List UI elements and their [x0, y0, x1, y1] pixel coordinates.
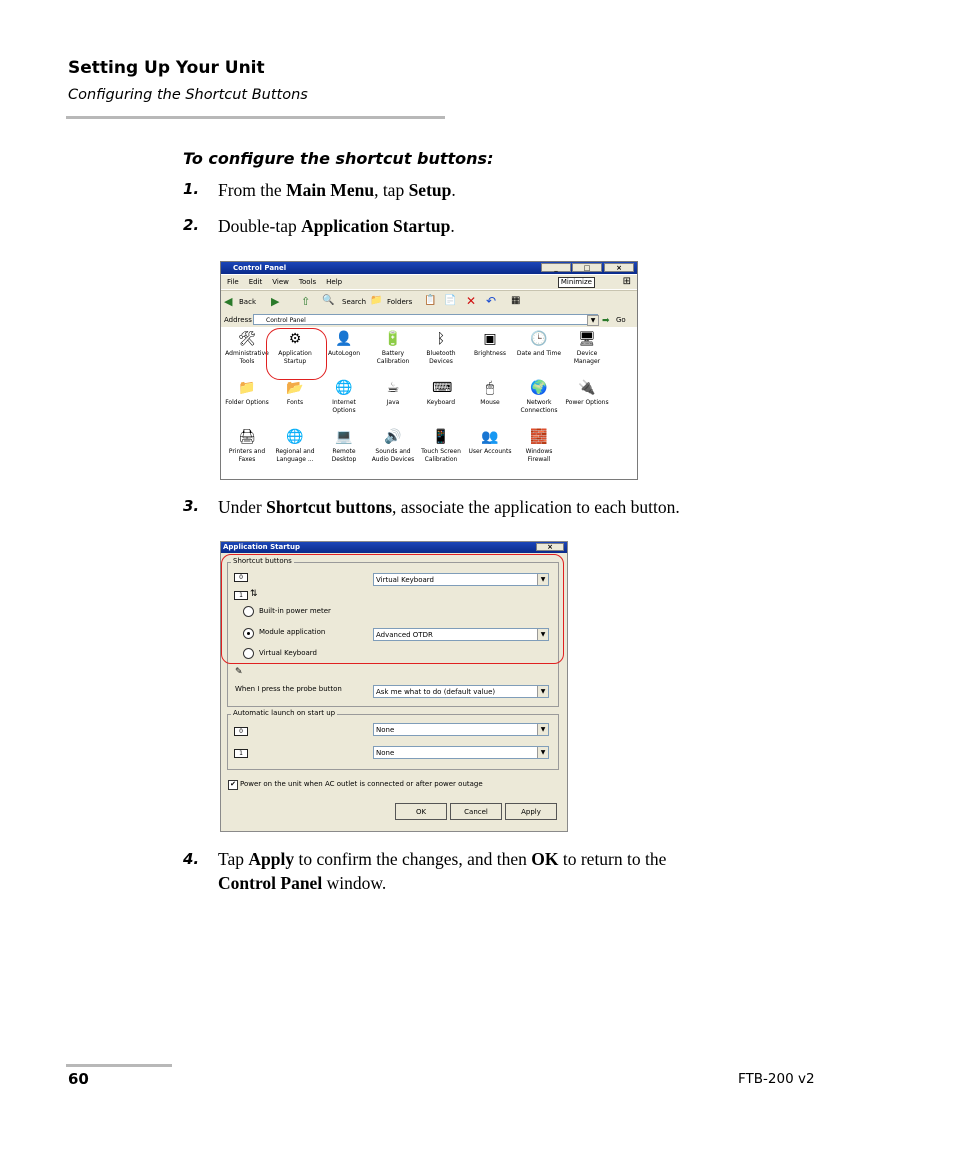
- probe-icon: ✎: [235, 667, 243, 677]
- dialog-close-button[interactable]: ×: [536, 543, 564, 551]
- cp-item[interactable]: [223, 330, 271, 366]
- address-bar: [221, 313, 637, 327]
- power-on-label: Power on the unit when AC outlet is connected or after power outage: [240, 780, 483, 788]
- cp-item[interactable]: [417, 428, 465, 464]
- cp-item-label: Internet Options: [332, 399, 356, 414]
- chevron-down-icon[interactable]: ▼: [537, 724, 548, 735]
- auto-button-2-icon: 1: [234, 749, 248, 758]
- maximize-button[interactable]: □: [572, 263, 602, 272]
- window-title: Control Panel: [233, 264, 287, 272]
- dialog-titlebar: [221, 542, 567, 553]
- cp-item-label: Windows Firewall: [525, 448, 553, 463]
- folder-icon: 📁: [238, 380, 256, 396]
- cp-item-label: Remote Desktop: [331, 448, 357, 463]
- mouse-icon: 🖱: [485, 380, 495, 396]
- ok-button[interactable]: OK: [395, 803, 447, 820]
- chevron-down-icon[interactable]: ▼: [537, 747, 548, 758]
- power-on-checkbox[interactable]: ✔: [228, 780, 238, 790]
- cp-item[interactable]: [417, 379, 465, 407]
- button-2-symbol: ⇅: [250, 589, 258, 599]
- step-3-text: Under Shortcut buttons, associate the application to each button.: [218, 497, 680, 517]
- control-panel-titlebar: [221, 262, 637, 274]
- toolbar: [221, 290, 637, 314]
- windows-flag-icon: ⊞: [622, 276, 631, 287]
- cp-item[interactable]: [515, 330, 563, 358]
- cp-item-label: Printers and Faxes: [228, 448, 266, 463]
- cp-item-label: Application Startup: [278, 350, 312, 365]
- header-rule: [66, 116, 445, 119]
- address-dropdown-icon[interactable]: ▼: [587, 315, 599, 326]
- button-1-icon: 0: [234, 573, 248, 582]
- cp-item-label: Sounds and Audio Devices: [371, 448, 415, 463]
- menu-tools[interactable]: Tools: [298, 278, 317, 286]
- shortcut-buttons-label: Shortcut buttons: [233, 557, 292, 565]
- step-2-text: Double-tap Application Startup.: [218, 216, 455, 236]
- probe-button-select[interactable]: Ask me what to do (default value) ▼: [373, 685, 549, 698]
- clock-icon: 🕒: [530, 331, 548, 347]
- cp-item[interactable]: [271, 428, 319, 464]
- fonts-icon: 📂: [286, 380, 304, 396]
- search-button[interactable]: Search: [342, 298, 367, 306]
- cp-item-label: Battery Calibration: [376, 350, 410, 365]
- cp-item-label: Device Manager: [573, 350, 601, 365]
- minimize-tab-button[interactable]: Minimize: [558, 277, 595, 288]
- go-arrow-icon[interactable]: ➡: [602, 316, 610, 326]
- cp-item-label: Mouse: [480, 399, 500, 406]
- printer-icon: 🖨: [238, 429, 256, 445]
- cp-item-label: Java: [386, 399, 400, 406]
- firewall-icon: 🧱: [530, 429, 548, 445]
- cp-item[interactable]: [223, 428, 271, 464]
- touch-screen-icon: 📱: [432, 429, 450, 445]
- step-number: 1.: [183, 180, 200, 198]
- cp-item-label: Administrative Tools: [225, 350, 269, 365]
- copy-to-icon[interactable]: 📄: [444, 295, 457, 306]
- globe-icon: 🌐: [286, 429, 304, 445]
- search-icon[interactable]: 🔍: [322, 295, 335, 306]
- cp-item[interactable]: [466, 330, 514, 358]
- cp-item-label: Power Options: [565, 399, 609, 406]
- cp-item-label: Touch Screen Calibration: [421, 448, 461, 463]
- folders-button[interactable]: Folders: [387, 298, 413, 306]
- cp-item[interactable]: [515, 428, 563, 464]
- address-label: Address: [224, 316, 252, 324]
- cp-item[interactable]: [369, 330, 417, 366]
- java-icon: ☕: [386, 380, 400, 396]
- up-folder-icon[interactable]: ⇧: [301, 295, 311, 308]
- menu-edit[interactable]: Edit: [248, 278, 263, 286]
- highlight-circle: [266, 328, 327, 380]
- views-icon[interactable]: ▦: [511, 295, 521, 306]
- chevron-down-icon[interactable]: ▼: [537, 574, 548, 585]
- menu-file[interactable]: File: [227, 278, 239, 286]
- cp-item[interactable]: [563, 330, 611, 366]
- step-1-text: From the Main Menu, tap Setup.: [218, 180, 456, 200]
- cp-item-label: Regional and Language ...: [275, 448, 315, 463]
- cp-item[interactable]: [369, 428, 417, 464]
- procedure-title: To configure the shortcut buttons:: [183, 149, 494, 168]
- bluetooth-icon: ᛒ: [436, 331, 446, 347]
- delete-icon[interactable]: ✕: [466, 294, 477, 308]
- back-arrow-icon[interactable]: ◀: [224, 295, 233, 308]
- cp-item[interactable]: [563, 379, 611, 407]
- dialog-title: Application Startup: [223, 543, 300, 551]
- auto-launch-2-select[interactable]: None ▼: [373, 746, 549, 759]
- cp-item-label: Keyboard: [426, 399, 456, 406]
- cp-item[interactable]: [271, 379, 319, 407]
- cp-item[interactable]: [515, 379, 563, 415]
- remote-desktop-icon: 💻: [335, 429, 353, 445]
- product-name: FTB-200 v2: [738, 1071, 815, 1087]
- move-to-icon[interactable]: 📋: [424, 295, 437, 306]
- cp-item[interactable]: [320, 428, 368, 464]
- step-number: 2.: [183, 216, 200, 234]
- autologon-icon: 👤: [335, 331, 353, 347]
- cp-item-label: Bluetooth Devices: [426, 350, 456, 365]
- footer-rule: [66, 1064, 172, 1067]
- button-1-select[interactable]: Virtual Keyboard ▼: [373, 573, 549, 586]
- forward-arrow-icon[interactable]: ▶: [271, 295, 280, 308]
- undo-icon[interactable]: ↶: [486, 294, 497, 308]
- cancel-button[interactable]: Cancel: [450, 803, 502, 820]
- chevron-down-icon[interactable]: ▼: [537, 686, 548, 697]
- back-button[interactable]: Back: [239, 298, 256, 306]
- radio-virtual-keyboard-label: Virtual Keyboard: [259, 649, 318, 657]
- apply-button[interactable]: Apply: [505, 803, 557, 820]
- step-number: 3.: [183, 497, 200, 515]
- page-number: 60: [68, 1070, 89, 1088]
- admin-tools-icon: 🛠: [238, 331, 256, 347]
- auto-launch-1-select[interactable]: None ▼: [373, 723, 549, 736]
- cp-item[interactable]: [320, 379, 368, 415]
- close-button[interactable]: ×: [604, 263, 634, 272]
- cp-item[interactable]: [369, 379, 417, 407]
- address-input[interactable]: Control Panel: [253, 314, 598, 325]
- folders-icon[interactable]: 📁: [370, 295, 383, 306]
- radio-power-meter-label: Built-in power meter: [259, 607, 331, 615]
- brightness-icon: ▣: [483, 331, 497, 347]
- power-icon: 🔌: [578, 380, 596, 396]
- user-accounts-icon: 👥: [481, 429, 499, 445]
- cp-item-label: Folder Options: [225, 399, 269, 406]
- menu-help[interactable]: Help: [326, 278, 343, 286]
- module-application-select[interactable]: Advanced OTDR ▼: [373, 628, 549, 641]
- chevron-down-icon[interactable]: ▼: [537, 629, 548, 640]
- application-startup-icon: ⚙: [288, 331, 302, 347]
- probe-button-label: When I press the probe button: [235, 685, 342, 693]
- menu-bar: [221, 275, 637, 289]
- network-icon: 🌍: [530, 380, 548, 396]
- cp-item-label: AutoLogon: [327, 350, 361, 357]
- subsection-title: Configuring the Shortcut Buttons: [68, 87, 308, 103]
- section-title: Setting Up Your Unit: [68, 58, 265, 78]
- keyboard-icon: ⌨: [432, 380, 453, 396]
- button-2-icon: 1: [234, 591, 248, 600]
- auto-launch-label: Automatic launch on start up: [233, 709, 336, 717]
- step-4-text: Tap Apply to confirm the changes, and then OK to return to the Control Panel window.: [218, 849, 667, 893]
- radio-module-application-label: Module application: [259, 628, 326, 636]
- minimize-button[interactable]: _: [541, 263, 571, 272]
- battery-icon: 🔋: [384, 331, 402, 347]
- cp-item[interactable]: [466, 428, 514, 456]
- cp-item[interactable]: [223, 379, 271, 407]
- cp-item-label: Date and Time: [516, 350, 562, 357]
- highlight-rectangle: [221, 554, 564, 664]
- cp-item[interactable]: [320, 330, 368, 358]
- device-manager-icon: 🖥: [578, 331, 596, 347]
- menu-view[interactable]: View: [272, 278, 289, 286]
- auto-button-1-icon: 0: [234, 727, 248, 736]
- cp-item-label: Brightness: [474, 350, 506, 357]
- cp-item-label: Fonts: [286, 399, 304, 406]
- cp-item[interactable]: [417, 330, 465, 366]
- cp-item-label: Network Connections: [520, 399, 558, 414]
- internet-icon: 🌐: [335, 380, 353, 396]
- step-number: 4.: [183, 850, 200, 868]
- speaker-icon: 🔊: [384, 429, 402, 445]
- cp-item[interactable]: [466, 379, 514, 407]
- go-button[interactable]: Go: [616, 316, 626, 324]
- cp-item-label: User Accounts: [468, 448, 512, 455]
